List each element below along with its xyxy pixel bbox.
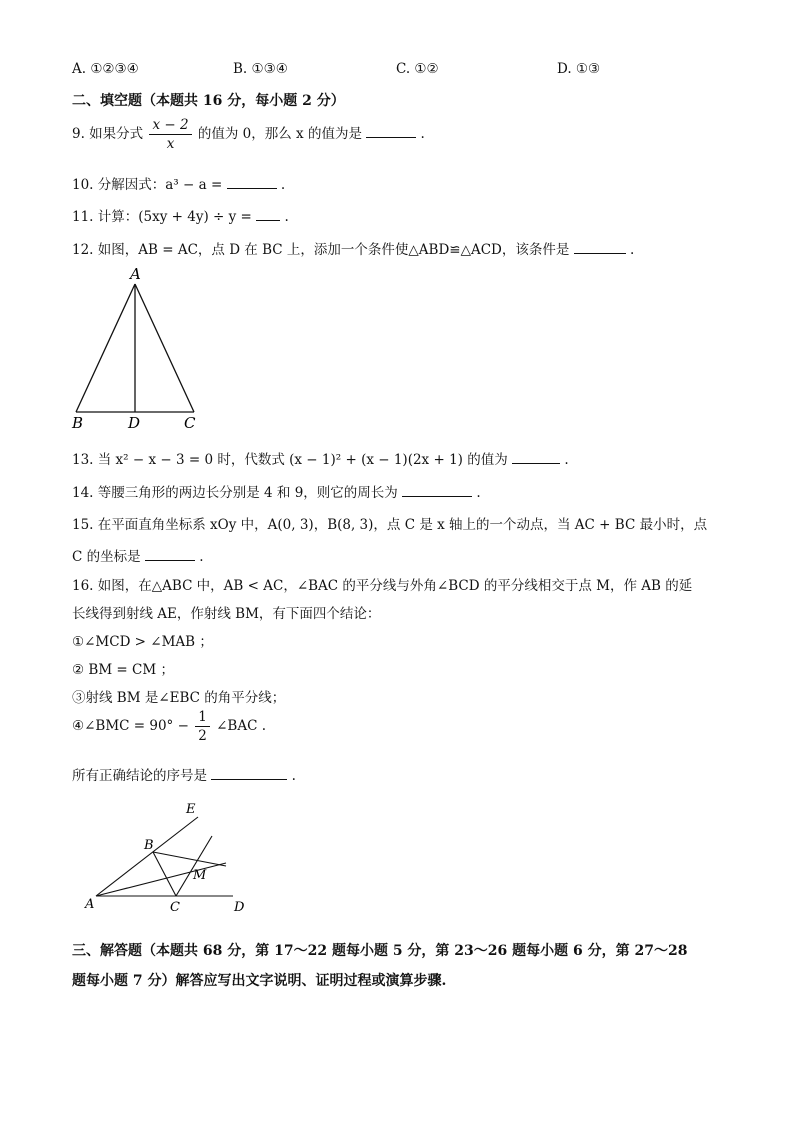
q15-end: . bbox=[199, 549, 204, 565]
section3-line1: 三、解答题（本题共 68 分，第 17～22 题每小题 5 分，第 23～26 题每小题 6 分，第 27～28 bbox=[72, 943, 688, 959]
q9-denominator: x bbox=[166, 136, 175, 152]
q9-prefix: 9. 如果分式 bbox=[72, 126, 144, 142]
option-c: C. ①② bbox=[396, 61, 439, 77]
q9-end: . bbox=[420, 126, 425, 142]
question-11 bbox=[72, 205, 289, 225]
q13-answer-blank[interactable] bbox=[512, 451, 560, 464]
q14-text: 14. 等腰三角形的两边长分别是 4 和 9，则它的周长为 bbox=[72, 485, 398, 501]
c4-denominator: 2 bbox=[198, 728, 207, 744]
segment-bc bbox=[153, 852, 176, 896]
section3-line2: 题每小题 7 分）解答应写出文字说明、证明过程或演算步骤. bbox=[72, 973, 447, 989]
q10-answer-blank[interactable] bbox=[227, 176, 277, 189]
c4-numerator: 1 bbox=[195, 708, 210, 727]
q9-suffix: 的值为 0，那么 x 的值为是 bbox=[197, 126, 362, 142]
q9-answer-blank[interactable] bbox=[366, 125, 416, 138]
question-16-ask bbox=[72, 764, 296, 784]
q16-end: . bbox=[291, 768, 296, 784]
ray-bm bbox=[153, 852, 226, 866]
c4-prefix: ④∠BMC = 90° − bbox=[72, 718, 189, 734]
q11-answer-blank[interactable] bbox=[256, 208, 280, 221]
option-b: B. ①③④ bbox=[233, 61, 288, 77]
question-14 bbox=[72, 481, 481, 501]
label-c: C bbox=[184, 414, 196, 432]
conclusion-3: ③射线 BM 是∠EBC 的角平分线； bbox=[72, 690, 286, 706]
c4-suffix: ∠BAC . bbox=[216, 718, 267, 734]
q14-answer-blank[interactable] bbox=[402, 484, 472, 497]
question-16-line2: 长线得到射线 AE，作射线 BM，有下面四个结论： bbox=[72, 606, 381, 622]
conclusion-1: ①∠MCD > ∠MAB ； bbox=[72, 634, 213, 650]
question-12 bbox=[72, 238, 634, 258]
segment-ab bbox=[76, 284, 135, 412]
figure-angle-bisectors bbox=[78, 796, 258, 920]
figure-triangle-abd bbox=[64, 262, 214, 434]
q16-ask-text: 所有正确结论的序号是 bbox=[72, 768, 207, 784]
q11-text: 11. 计算：(5xy + 4y) ÷ y = bbox=[72, 209, 252, 225]
label-a: A bbox=[130, 265, 141, 283]
question-9 bbox=[72, 116, 425, 153]
label-d: D bbox=[234, 900, 245, 915]
q9-numerator: x − 2 bbox=[149, 116, 191, 135]
q9-fraction bbox=[149, 116, 191, 153]
question-10 bbox=[72, 173, 285, 193]
question-15-line1: 15. 在平面直角坐标系 xOy 中，A(0, 3)，B(8, 3)，点 C 是 x 轴上的一个动点，当 AC + BC 最小时，点 bbox=[72, 517, 708, 533]
q16-answer-blank[interactable] bbox=[211, 767, 287, 780]
q15-answer-blank[interactable] bbox=[145, 548, 195, 561]
c4-fraction bbox=[195, 708, 210, 745]
option-d: D. ①③ bbox=[557, 61, 601, 77]
label-e: E bbox=[186, 802, 196, 817]
option-a: A. ①②③④ bbox=[72, 61, 139, 77]
label-d: D bbox=[128, 414, 141, 432]
label-a: A bbox=[85, 897, 95, 912]
q14-end: . bbox=[476, 485, 481, 501]
q12-answer-blank[interactable] bbox=[574, 241, 626, 254]
label-m: M bbox=[193, 868, 207, 883]
q13-end: . bbox=[564, 452, 569, 468]
question-16-line1: 16. 如图，在△ABC 中，AB < AC，∠BAC 的平分线与外角∠BCD 的平分线相交于点 M，作 AB 的延 bbox=[72, 578, 693, 594]
label-c: C bbox=[170, 900, 180, 915]
q12-text: 12. 如图，AB = AC，点 D 在 BC 上，添加一个条件使△ABD≌△ACD，该条件是 bbox=[72, 242, 570, 258]
segment-ac bbox=[135, 284, 194, 412]
q15-line2-text: C 的坐标是 bbox=[72, 549, 141, 565]
q11-end: . bbox=[284, 209, 289, 225]
label-b: B bbox=[72, 414, 84, 432]
q12-end: . bbox=[629, 242, 635, 258]
segment-cm bbox=[176, 836, 212, 896]
section2-title: 二、填空题（本题共 16 分，每小题 2 分） bbox=[72, 93, 345, 109]
conclusion-4 bbox=[72, 708, 266, 745]
question-13 bbox=[72, 448, 569, 468]
question-15-line2 bbox=[72, 545, 204, 565]
q10-end: . bbox=[280, 177, 286, 193]
q13-text: 13. 当 x² − x − 3 = 0 时，代数式 (x − 1)² + (x − 1)(2x + 1) 的值为 bbox=[72, 452, 508, 468]
conclusion-2: ② BM = CM ； bbox=[72, 662, 174, 678]
label-b: B bbox=[144, 838, 154, 853]
q10-text: 10. 分解因式：a³ − a = bbox=[72, 177, 223, 193]
